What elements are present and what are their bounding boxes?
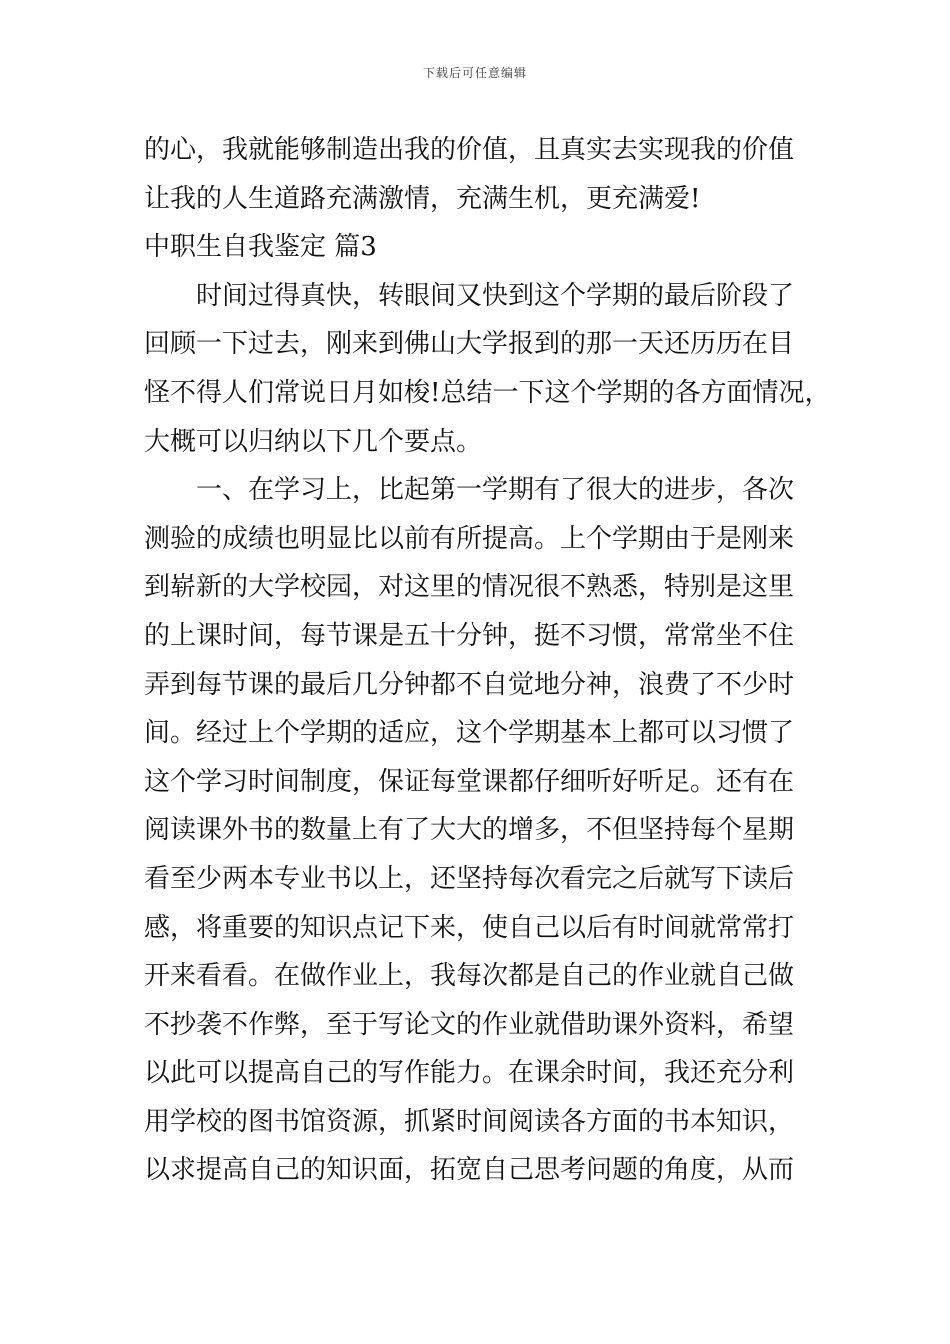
text-line: 一、在学习上，比起第一学期有了很大的进步，各次 — [196, 475, 795, 506]
document-body — [144, 126, 831, 1195]
text-line: 用学校的图书馆资源，抓紧时间阅读各方面的书本知识， — [144, 1106, 795, 1137]
text-line: 的上课时间，每节课是五十分钟，挺不习惯，常常坐不住 — [144, 620, 795, 651]
text-line: 感，将重要的知识点记下来，使自己以后有时间就常常打 — [144, 912, 795, 943]
text-line: 看至少两本专业书以上，还坚持每次看完之后就写下读后 — [144, 863, 795, 894]
text-line: 弄到每节课的最后几分钟都不自觉地分神，浪费了不少时 — [144, 669, 795, 700]
text-line: 大概可以归纳以下几个要点。 — [144, 426, 483, 457]
text-line: 开来看看。在做作业上，我每次都是自己的作业就自己做 — [144, 961, 795, 992]
text-line: 到崭新的大学校园，对这里的情况很不熟悉，特别是这里 — [144, 572, 795, 603]
text-line: 以此可以提高自己的写作能力。在课余时间，我还充分利 — [144, 1058, 795, 1089]
text-line: 回顾一下过去，刚来到佛山大学报到的那一天还历历在目 — [144, 329, 795, 360]
text-line: 时间过得真快，转眼间又快到这个学期的最后阶段了 — [196, 280, 795, 311]
text-line: 的心，我就能够制造出我的价值，且真实去实现我的价值 — [144, 135, 795, 165]
text-line: 测验的成绩也明显比以前有所提高。上个学期由于是刚来 — [144, 523, 795, 554]
text-line: 怪不得人们常说日月如梭!总结一下这个学期的各方面情况， — [144, 377, 831, 408]
section-heading: 中职生自我鉴定 篇3 — [144, 232, 377, 263]
text-line: 不抄袭不作弊，至于写论文的作业就借助课外资料，希望 — [144, 1009, 795, 1040]
text-line: 让我的人生道路充满激情，充满生机，更充满爱! — [144, 183, 701, 214]
page-header: 下载后可任意编辑 — [422, 66, 527, 80]
text-line: 以求提高自己的知识面，拓宽自己思考问题的角度，从而 — [144, 1155, 795, 1186]
text-line: 这个学习时间制度，保证每堂课都仔细听好听足。还有在 — [144, 766, 795, 797]
text-line: 阅读课外书的数量上有了大大的增多，不但坚持每个星期 — [144, 815, 795, 846]
text-line: 间。经过上个学期的适应，这个学期基本上都可以习惯了 — [144, 718, 795, 749]
